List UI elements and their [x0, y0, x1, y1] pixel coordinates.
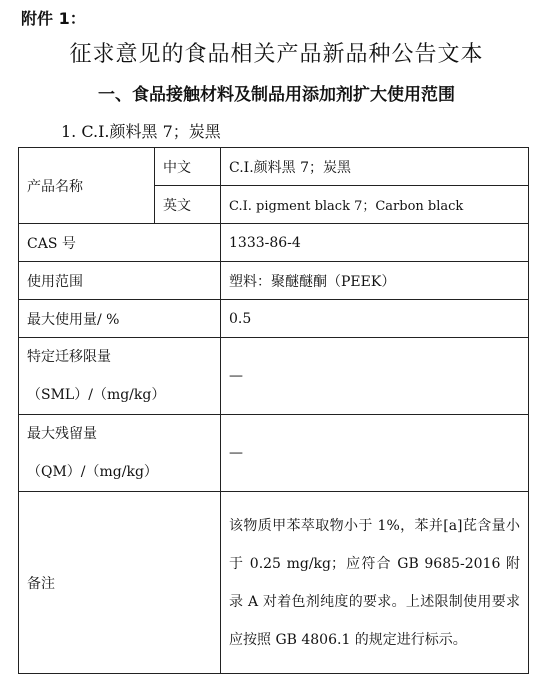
table-row	[19, 262, 529, 300]
scope-label: 使用范围	[19, 262, 221, 300]
qm-label-line-2: （QM）/（mg/kg）	[27, 464, 158, 480]
cas-label: CAS 号	[19, 224, 221, 262]
sml-label-line-2: （SML）/（mg/kg）	[27, 387, 166, 403]
chinese-name-value: C.I.颜料黑 7；炭黑	[221, 148, 529, 186]
scope-value: 塑料：聚醚醚酮（PEEK）	[221, 262, 529, 300]
table-row	[19, 300, 529, 338]
item-title: 1. C.I.颜料黑 7；炭黑	[61, 122, 221, 141]
chinese-name-label: 中文	[155, 148, 221, 186]
attachment-label: 附件 1：	[21, 9, 86, 28]
remark-label: 备注	[19, 492, 221, 674]
english-name-label: 英文	[155, 186, 221, 224]
table-row	[19, 492, 529, 674]
table-row	[19, 224, 529, 262]
max-use-label: 最大使用量/ %	[19, 300, 221, 338]
table-row	[19, 148, 529, 186]
section-title: 一、食品接触材料及制品用添加剂扩大使用范围	[98, 85, 455, 105]
qm-label	[19, 415, 221, 492]
product-name-label: 产品名称	[19, 148, 155, 224]
table-row	[19, 415, 529, 492]
remark-value: 该物质甲苯萃取物小于 1%，苯并[a]芘含量小于 0.25 mg/kg；应符合 GB 9685-2016 附录 A 对着色剂纯度的要求。上述限制使用要求应按照 GB 4806.1 的规定进行标示。	[221, 492, 529, 674]
qm-value: —	[221, 415, 529, 492]
qm-label-line-1: 最大残留量	[27, 426, 97, 442]
additive-info-table	[18, 147, 529, 674]
english-name-value: C.I. pigment black 7；Carbon black	[221, 186, 529, 224]
cas-value: 1333-86-4	[221, 224, 529, 262]
sml-label	[19, 338, 221, 415]
document-title: 征求意见的食品相关产品新品种公告文本	[69, 42, 484, 67]
sml-label-line-1: 特定迁移限量	[27, 349, 111, 365]
max-use-value: 0.5	[221, 300, 529, 338]
sml-value: —	[221, 338, 529, 415]
table-row	[19, 338, 529, 415]
